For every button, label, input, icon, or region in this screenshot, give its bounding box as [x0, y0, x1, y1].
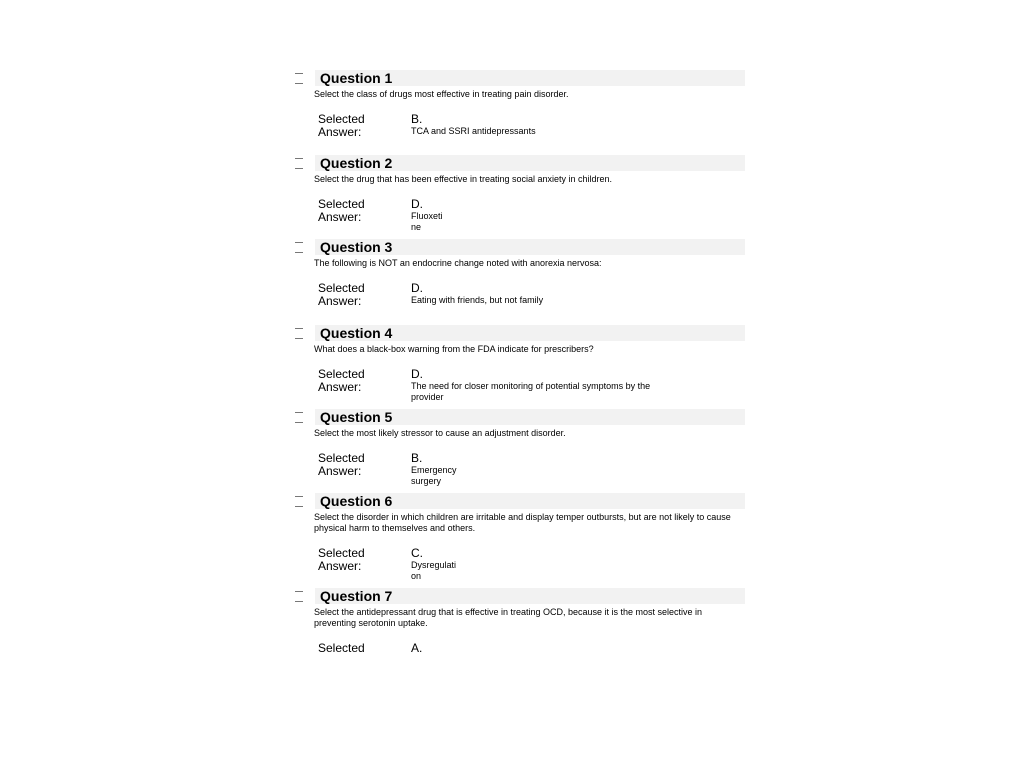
- selected-answer: [318, 282, 745, 315]
- answer-letter: B.: [411, 113, 423, 126]
- selected-answer-label: Selected Answer:: [318, 282, 365, 308]
- collapse-icon[interactable]: [295, 242, 303, 253]
- selected-answer-value: [411, 452, 467, 487]
- selected-answer: [318, 368, 745, 403]
- selected-answer-value: [411, 282, 681, 306]
- question-text: Select the class of drugs most effective in treating pain disorder.: [314, 89, 569, 99]
- collapse-icon[interactable]: [295, 328, 303, 339]
- selected-answer: [318, 642, 745, 658]
- question-block: [295, 239, 745, 315]
- answer-letter: A.: [411, 642, 423, 655]
- answer-text: Dysregulati on: [411, 560, 457, 581]
- answer-text: TCA and SSRI antidepressants: [411, 126, 536, 136]
- answer-text: The need for closer monitoring of potential symptoms by the provider: [411, 381, 651, 402]
- question-block: [295, 70, 745, 146]
- selected-answer: [318, 547, 745, 582]
- question-text: Select the disorder in which children are irritable and display temper outbursts, but are not likely to cause physical harm to themselves and others.: [314, 512, 731, 533]
- question-text: Select the most likely stressor to cause an adjustment disorder.: [314, 428, 566, 438]
- question-block: [295, 588, 745, 658]
- collapse-icon[interactable]: [295, 591, 303, 602]
- collapse-icon[interactable]: [295, 496, 303, 507]
- collapse-icon[interactable]: [295, 73, 303, 84]
- question-title: Question 4: [315, 325, 745, 341]
- quiz-results: [295, 70, 745, 658]
- question-title: Question 5: [315, 409, 745, 425]
- selected-answer-label: Selected Answer:: [318, 113, 365, 139]
- question-title: Question 1: [315, 70, 745, 86]
- selected-answer-value: [411, 547, 463, 582]
- selected-answer-label: Selected Answer:: [318, 368, 365, 394]
- question-text: Select the antidepressant drug that is effective in treating OCD, because it is the most selective in preventing serotonin uptake.: [314, 607, 703, 628]
- answer-letter: D.: [411, 368, 423, 381]
- question-block: [295, 325, 745, 403]
- selected-answer-value: [411, 113, 681, 137]
- selected-answer-label: Selected Answer:: [318, 547, 365, 573]
- question-title: Question 2: [315, 155, 745, 171]
- answer-text: Emergency surgery: [411, 465, 457, 486]
- collapse-icon[interactable]: [295, 158, 303, 169]
- selected-answer: [318, 113, 745, 146]
- answer-letter: C.: [411, 547, 423, 560]
- question-title: Question 3: [315, 239, 745, 255]
- question-block: [295, 155, 745, 233]
- selected-answer: [318, 198, 745, 233]
- question-block: [295, 493, 745, 582]
- question-block: [295, 409, 745, 487]
- selected-answer-value: [411, 198, 447, 233]
- answer-letter: D.: [411, 282, 423, 295]
- selected-answer-label: Selected Answer:: [318, 452, 365, 478]
- answer-letter: D.: [411, 198, 423, 211]
- question-title: Question 6: [315, 493, 745, 509]
- selected-answer-label: Selected Answer:: [318, 198, 365, 224]
- question-title: Question 7: [315, 588, 745, 604]
- question-text: The following is NOT an endocrine change noted with anorexia nervosa:: [314, 258, 602, 268]
- question-text: Select the drug that has been effective in treating social anxiety in children.: [314, 174, 613, 184]
- question-text: What does a black-box warning from the FDA indicate for prescribers?: [314, 344, 594, 354]
- answer-text: Eating with friends, but not family: [411, 295, 544, 305]
- selected-answer: [318, 452, 745, 487]
- selected-answer-label: Selected: [318, 642, 365, 655]
- selected-answer-value: [411, 368, 673, 403]
- selected-answer-value: [411, 642, 681, 655]
- answer-letter: B.: [411, 452, 423, 465]
- answer-text: Fluoxeti ne: [411, 211, 443, 232]
- collapse-icon[interactable]: [295, 412, 303, 423]
